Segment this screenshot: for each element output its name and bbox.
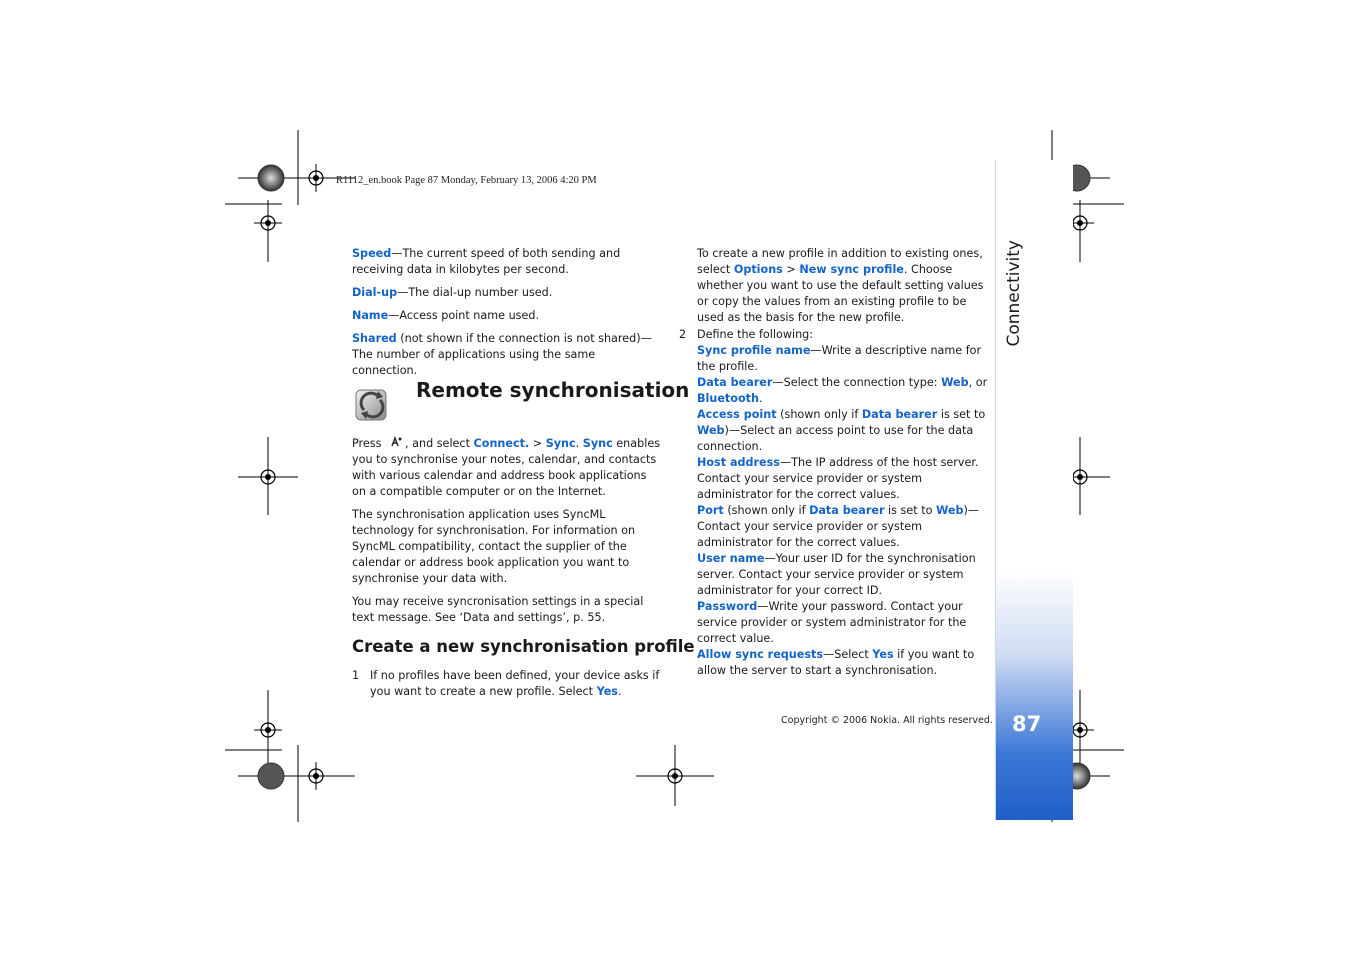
sync-key-icon <box>389 436 403 448</box>
host-address-item: Host address—The IP address of the host server. Contact your service provider or system administrator for the correct values. <box>697 456 979 501</box>
right-intro: To create a new profile in addition to existing ones, select Options > New sync profile. Choose whether you want to use the default setting values or copy the values from an existing profile to be used as the basis for the new profile. <box>697 247 984 324</box>
name-item: Name—Access point name used. <box>352 309 540 322</box>
password-item: Password—Write your password. Contact your service provider or system administrator for the correct value. <box>697 600 967 645</box>
shared-item: Shared (not shown if the connection is not shared)—The number of applications using the same connection. <box>352 332 652 377</box>
chapter-label: Connectivity <box>1004 240 1024 347</box>
step-number: 2 <box>679 328 687 341</box>
step-2: 2 Define the following: Sync profile name—Write a descriptive name for the profile. Data bearer—Select the connection type: Web, or Bluetooth. Access point (shown only if Data bearer is set to Web)—Select an access point to use for the data connection. Host address—The IP address of the host server. Contact your service provider or system administrator for the correct values. Port (shown only if Data bearer is set to Web)—Contact your service provider or system administrator for the correct values. User name—Your user ID for the synchronisation server. Contact your service provider or system administrator for your correct ID. Password—Write your password. Contact your service provider or system administrator for the correct value. Allow sync requests—Select Yes if you want to allow the server to start a synchronisation. <box>679 328 988 677</box>
section-title: Remote synchronisation <box>416 378 690 402</box>
press-paragraph: Press , and select Connect. > Sync. Sync enables you to synchronise your notes, calendar, and contacts with various calendar and address book applications on a compatible computer or on the Internet. <box>352 437 661 498</box>
allow-sync-requests-item: Allow sync requests—Select Yes if you want to allow the server to start a synchronisation. <box>697 648 975 677</box>
left-column-top <box>352 246 662 379</box>
sync-profile-name-item: Sync profile name—Write a descriptive name for the profile. <box>697 344 982 373</box>
speed-item: Speed—The current speed of both sending and receiving data in kilobytes per second. <box>352 247 621 276</box>
subsection-title: Create a new synchronisation profile <box>352 637 695 656</box>
user-name-item: User name—Your user ID for the synchronisation server. Contact your service provider or system administrator for your correct ID. <box>697 552 976 597</box>
step-number: 1 <box>352 669 360 682</box>
step-1: 1 If no profiles have been defined, your device asks if you want to create a new profile. Select Yes. <box>352 669 660 698</box>
settings-paragraph: You may receive syncronisation settings in a special text message. See ‘Data and settings’, p. 55. <box>352 595 644 624</box>
data-bearer-item: Data bearer—Select the connection type: Web, or Bluetooth. <box>697 376 988 405</box>
syncml-paragraph: The synchronisation application uses SyncML technology for synchronisation. For information on SyncML compatibility, contact the supplier of the calendar or address book application you want to synchronise your data with. <box>352 508 636 585</box>
access-point-item: Access point (shown only if Data bearer is set to Web)—Select an access point to use for the data connection. <box>697 408 986 453</box>
copyright: Copyright © 2006 Nokia. All rights reserved. <box>781 715 993 726</box>
page-header: R1112_en.book Page 87 Monday, February 13, 2006 4:20 PM <box>336 175 597 186</box>
port-item: Port (shown only if Data bearer is set to Web)—Contact your service provider or system administrator for the correct values. <box>697 504 980 549</box>
left-column-body <box>352 436 662 626</box>
sync-icon <box>352 384 394 424</box>
dialup-item: Dial-up—The dial-up number used. <box>352 286 553 299</box>
page-number: 87 <box>1012 712 1042 736</box>
